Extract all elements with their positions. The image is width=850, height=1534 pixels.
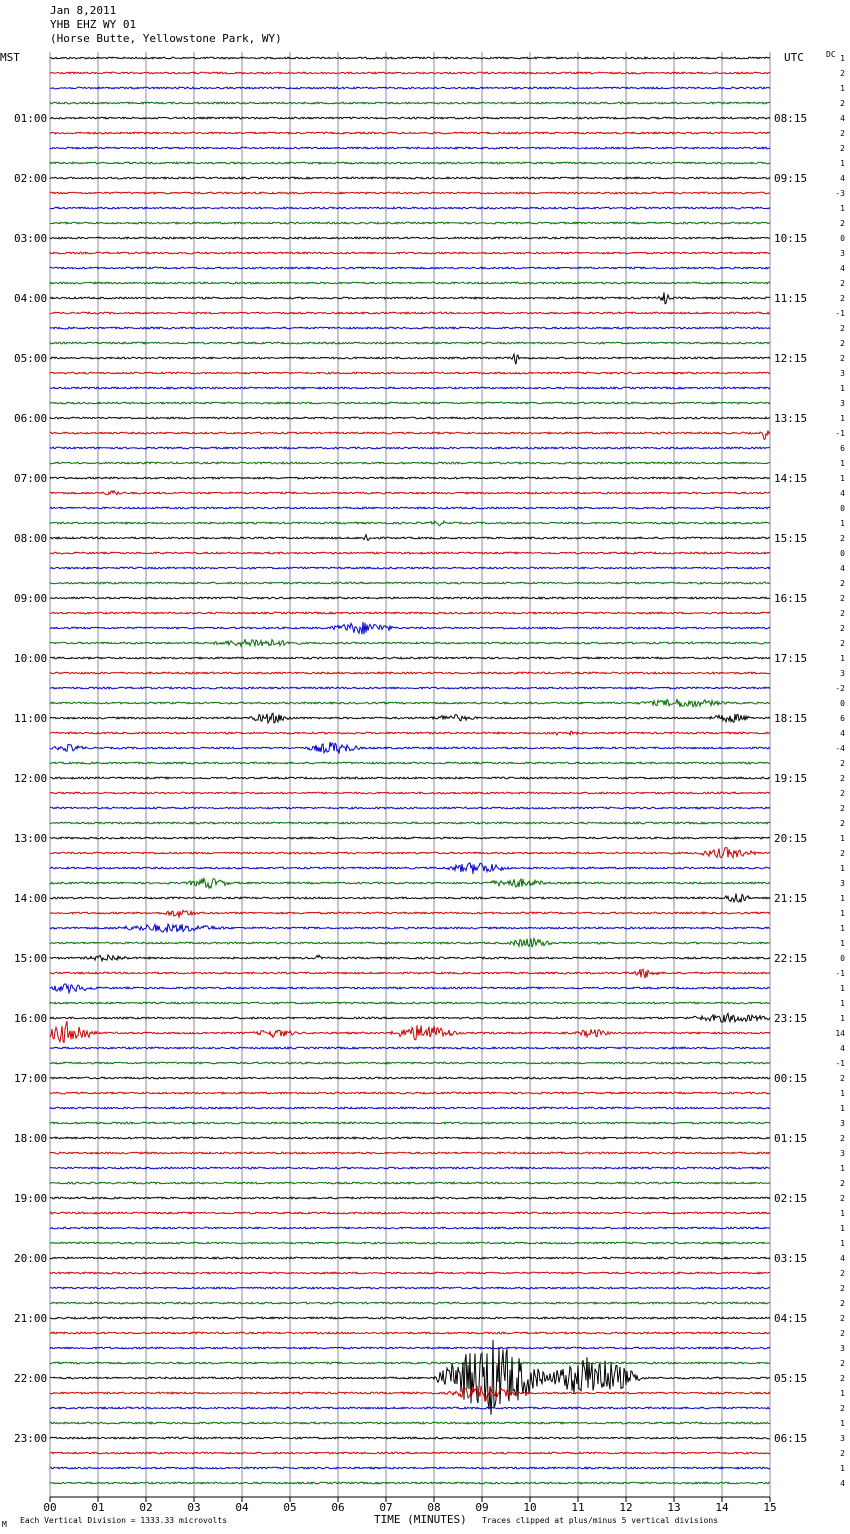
seismic-trace [50, 807, 770, 809]
right-hour-label: 06:15 [774, 1432, 808, 1445]
left-hour-label: 04:00 [14, 292, 48, 305]
seismic-trace [50, 731, 770, 735]
right-hour-label: 05:15 [774, 1372, 808, 1385]
seismic-trace [50, 327, 770, 329]
dc-offset-value: 1 [840, 1014, 845, 1023]
clip-note: Traces clipped at plus/minus 5 vertical divisions [482, 1516, 719, 1525]
dc-offset-value: -4 [835, 744, 845, 753]
dc-offset-value: 2 [840, 294, 845, 303]
x-tick-label: 06 [331, 1501, 345, 1514]
dc-offset-value: 2 [840, 1329, 845, 1338]
left-hour-label: 07:00 [14, 472, 48, 485]
seismic-trace [50, 1197, 770, 1199]
dc-offset-value: 6 [840, 444, 845, 453]
seismic-trace [50, 132, 770, 134]
seismic-trace [50, 822, 770, 824]
left-hour-label: 06:00 [14, 412, 48, 425]
x-tick-label: 04 [235, 1501, 249, 1514]
dc-offset-value: 2 [840, 324, 845, 333]
seismic-trace [50, 1272, 770, 1274]
seismic-trace [50, 1242, 770, 1244]
seismic-trace [50, 1257, 770, 1259]
x-tick-label: 15 [763, 1501, 777, 1514]
seismic-trace [50, 402, 770, 404]
dc-offset-value: 2 [840, 1374, 845, 1383]
dc-offset-value: 1 [840, 474, 845, 483]
dc-offset-value: 1 [840, 834, 845, 843]
dc-offset-value: 2 [840, 1194, 845, 1203]
dc-offset-value: 3 [840, 399, 845, 408]
right-axis-title: UTC [784, 51, 804, 64]
dc-offset-value: 1 [840, 459, 845, 468]
dc-offset-value: 2 [840, 279, 845, 288]
seismic-trace [50, 1482, 770, 1484]
dc-offset-value: 2 [840, 1404, 845, 1413]
seismic-trace [50, 192, 770, 194]
header-date: Jan 8,2011 [50, 4, 117, 17]
dc-offset-value: 1 [840, 1104, 845, 1113]
dc-offset-value: 2 [840, 99, 845, 108]
seismic-trace [50, 462, 770, 464]
dc-offset-value: 3 [840, 879, 845, 888]
dc-offset-value: 2 [840, 789, 845, 798]
left-hour-label: 12:00 [14, 772, 48, 785]
seismic-trace [50, 1467, 770, 1469]
dc-offset-value: 2 [840, 339, 845, 348]
dc-offset-value: 2 [840, 144, 845, 153]
seismic-trace [50, 387, 770, 389]
dc-offset-value: 2 [840, 609, 845, 618]
right-hour-label: 15:15 [774, 532, 808, 545]
left-hour-label: 13:00 [14, 832, 48, 845]
dc-offset-value: 3 [840, 669, 845, 678]
dc-offset-value: 2 [840, 534, 845, 543]
dc-offset-value: 1 [840, 1209, 845, 1218]
left-hour-label: 14:00 [14, 892, 48, 905]
seismic-trace [50, 924, 770, 932]
left-hour-label: 18:00 [14, 1132, 48, 1145]
seismic-trace [50, 477, 770, 479]
x-tick-label: 05 [283, 1501, 297, 1514]
dc-offset-value: 2 [840, 774, 845, 783]
right-hour-label: 12:15 [774, 352, 808, 365]
seismic-trace [50, 1452, 770, 1454]
seismic-trace [50, 102, 770, 104]
seismic-trace [50, 292, 770, 303]
dc-offset-value: 2 [840, 819, 845, 828]
dc-offset-value: -3 [835, 189, 845, 198]
seismic-trace [50, 507, 770, 509]
dc-offset-value: 4 [840, 564, 845, 573]
x-axis [43, 1497, 776, 1514]
seismic-trace [50, 955, 770, 961]
left-hour-label: 10:00 [14, 652, 48, 665]
dc-offset-value: 4 [840, 174, 845, 183]
dc-offset-value: 4 [840, 489, 845, 498]
dc-offset-value: 2 [840, 579, 845, 588]
dc-offset-value: 14 [835, 1029, 845, 1038]
seismic-trace [50, 1167, 770, 1169]
seismic-trace [50, 342, 770, 344]
right-hour-label: 09:15 [774, 172, 808, 185]
seismic-trace [50, 837, 770, 839]
seismic-trace [50, 848, 770, 858]
left-axis-title: MST [0, 51, 20, 64]
seismic-trace [50, 657, 770, 659]
scale-note: Each Vertical Division = 1333.33 microvolts [20, 1516, 228, 1525]
dc-offset-value: 1 [840, 519, 845, 528]
seismic-trace [50, 1014, 770, 1023]
left-hour-label: 20:00 [14, 1252, 48, 1265]
left-hour-label: 05:00 [14, 352, 48, 365]
dc-offset-value: 2 [840, 1359, 845, 1368]
seismic-trace [50, 354, 770, 364]
seismic-trace [50, 237, 770, 239]
dc-offset-value: -1 [835, 1059, 845, 1068]
seismic-trace [50, 117, 770, 119]
dc-offset-value: -2 [835, 684, 845, 693]
dc-offset-value: 2 [840, 1299, 845, 1308]
seismic-trace [50, 612, 770, 614]
left-hour-label: 16:00 [14, 1012, 48, 1025]
seismic-trace [50, 521, 770, 526]
left-hour-label: 09:00 [14, 592, 48, 605]
seismic-trace [50, 1362, 770, 1364]
dc-offset-value: 1 [840, 159, 845, 168]
seismic-trace [50, 1021, 770, 1043]
seismic-trace [50, 1002, 770, 1004]
left-hour-label: 11:00 [14, 712, 48, 725]
seismic-trace [50, 372, 770, 374]
seismic-trace [50, 984, 770, 993]
seismic-trace [50, 1386, 770, 1401]
seismic-trace [50, 792, 770, 794]
seismic-trace [50, 1407, 770, 1409]
x-tick-label: 01 [91, 1501, 105, 1514]
seismic-trace [50, 1077, 770, 1079]
x-tick-label: 00 [43, 1501, 57, 1514]
dc-offset-value: 0 [840, 234, 845, 243]
dc-offset-value: 1 [840, 654, 845, 663]
dc-offset-value: 1 [840, 1389, 845, 1398]
seismic-trace [50, 1302, 770, 1304]
seismic-trace [50, 1107, 770, 1109]
seismic-trace [50, 1287, 770, 1289]
seismic-trace [50, 687, 770, 689]
left-hour-label: 02:00 [14, 172, 48, 185]
seismic-trace [50, 597, 770, 599]
dc-offset-value: 3 [840, 1344, 845, 1353]
dc-offset-value: 1 [840, 939, 845, 948]
dc-offset-value: -1 [835, 429, 845, 438]
dc-offset-value: 3 [840, 369, 845, 378]
dc-offset-value: 3 [840, 1119, 845, 1128]
seismic-trace [50, 969, 770, 978]
right-hour-label: 03:15 [774, 1252, 808, 1265]
dc-offset-value: 2 [840, 759, 845, 768]
left-hour-label: 19:00 [14, 1192, 48, 1205]
dc-offset-value: 3 [840, 1149, 845, 1158]
right-hour-label: 23:15 [774, 1012, 808, 1025]
seismic-trace [50, 762, 770, 764]
dc-offset-value: 0 [840, 699, 845, 708]
dc-offset-value: 2 [840, 594, 845, 603]
seismic-trace [50, 1212, 770, 1214]
dc-offset-value: 1 [840, 984, 845, 993]
header-station: YHB EHZ WY 01 [50, 18, 137, 31]
dc-offset-value: 3 [840, 249, 845, 258]
dc-offset-value: 2 [840, 1284, 845, 1293]
dc-offset-value: 2 [840, 804, 845, 813]
right-hour-label: 21:15 [774, 892, 808, 905]
left-hour-label: 01:00 [14, 112, 48, 125]
x-tick-label: 08 [427, 1501, 441, 1514]
seismic-trace [50, 639, 770, 646]
seismic-trace [50, 699, 770, 707]
seismic-trace [50, 939, 770, 948]
dc-offset-value: 2 [840, 624, 845, 633]
right-hour-label: 01:15 [774, 1132, 808, 1145]
dc-offset-value: 1 [840, 1239, 845, 1248]
right-hour-label: 14:15 [774, 472, 808, 485]
dc-offset-value: 2 [840, 1179, 845, 1188]
seismic-trace [50, 312, 770, 314]
right-hour-label: 11:15 [774, 292, 808, 305]
dc-offset-value: 4 [840, 729, 845, 738]
x-tick-label: 02 [139, 1501, 153, 1514]
seismic-trace [50, 1122, 770, 1124]
x-tick-label: 10 [523, 1501, 537, 1514]
x-tick-label: 12 [619, 1501, 633, 1514]
seismic-trace [50, 1422, 770, 1424]
dc-offset-value: 2 [840, 354, 845, 363]
seismic-trace [50, 535, 770, 541]
seismic-trace [50, 252, 770, 254]
seismic-trace [50, 582, 770, 584]
dc-offset-value: 0 [840, 549, 845, 558]
right-hour-label: 17:15 [774, 652, 808, 665]
right-hour-label: 22:15 [774, 952, 808, 965]
dc-offset-value: 4 [840, 114, 845, 123]
dc-offset-value: 4 [840, 1254, 845, 1263]
seismic-trace [50, 1317, 770, 1319]
seismic-trace [50, 162, 770, 164]
seismic-trace [50, 1062, 770, 1064]
dc-offset-value: 1 [840, 54, 845, 63]
x-tick-label: 14 [715, 1501, 729, 1514]
seismic-trace [50, 447, 770, 449]
seismic-trace [50, 87, 770, 89]
footer-mark: M [2, 1520, 7, 1529]
dc-offset-value: 2 [840, 1314, 845, 1323]
right-hour-label: 08:15 [774, 112, 808, 125]
dc-offset-value: 2 [840, 849, 845, 858]
dc-offset-value: 1 [840, 1089, 845, 1098]
dc-offset-value: 1 [840, 84, 845, 93]
dc-offset-value: 1 [840, 924, 845, 933]
x-tick-label: 07 [379, 1501, 393, 1514]
dc-offset-value: 2 [840, 1074, 845, 1083]
dc-offset-value: 1 [840, 1164, 845, 1173]
right-hour-label: 04:15 [774, 1312, 808, 1325]
left-hour-label: 23:00 [14, 1432, 48, 1445]
dc-offset-value: 1 [840, 1419, 845, 1428]
left-hour-label: 17:00 [14, 1072, 48, 1085]
dc-offset-value: 1 [840, 999, 845, 1008]
dc-offset-value: 0 [840, 954, 845, 963]
seismic-trace [50, 267, 770, 269]
left-hour-label: 03:00 [14, 232, 48, 245]
dc-offset-value: -1 [835, 969, 845, 978]
dc-offset-value: 1 [840, 204, 845, 213]
seismic-trace [50, 72, 770, 74]
seismic-trace [50, 147, 770, 149]
right-hour-label: 00:15 [774, 1072, 808, 1085]
seismic-trace [50, 491, 770, 495]
dc-offset-value: 3 [840, 1434, 845, 1443]
dc-offset-value: 2 [840, 1449, 845, 1458]
x-tick-label: 13 [667, 1501, 681, 1514]
seismic-trace [50, 1152, 770, 1154]
dc-offset-value: 2 [840, 219, 845, 228]
x-tick-label: 09 [475, 1501, 489, 1514]
dc-offset-value: 2 [840, 639, 845, 648]
x-axis-title: TIME (MINUTES) [374, 1513, 467, 1526]
seismic-trace [50, 1092, 770, 1094]
right-hour-label: 02:15 [774, 1192, 808, 1205]
seismic-trace [50, 1332, 770, 1334]
right-hour-label: 16:15 [774, 592, 808, 605]
header-location: (Horse Butte, Yellowstone Park, WY) [50, 32, 282, 45]
left-hour-label: 15:00 [14, 952, 48, 965]
seismic-trace [50, 567, 770, 569]
seismic-trace [50, 1340, 770, 1415]
seismic-trace [50, 1227, 770, 1229]
seismic-trace [50, 879, 770, 889]
seismic-trace [50, 742, 770, 754]
right-hour-label: 20:15 [774, 832, 808, 845]
seismic-trace [50, 1137, 770, 1139]
dc-offset-value: 1 [840, 864, 845, 873]
left-hour-label: 21:00 [14, 1312, 48, 1325]
dc-offset-value: 1 [840, 894, 845, 903]
dc-offset-value: -1 [835, 309, 845, 318]
seismic-trace [50, 222, 770, 224]
trace-group [50, 57, 770, 1484]
left-hour-label: 08:00 [14, 532, 48, 545]
right-hour-label: 18:15 [774, 712, 808, 725]
dc-offset-value: 1 [840, 1224, 845, 1233]
dc-offset-value: 4 [840, 264, 845, 273]
right-hour-label: 13:15 [774, 412, 808, 425]
seismic-trace [50, 1047, 770, 1049]
seismic-trace [50, 713, 770, 723]
seismic-trace [50, 430, 770, 439]
x-tick-label: 11 [571, 1501, 585, 1514]
seismic-trace [50, 1347, 770, 1349]
seismic-trace [50, 57, 770, 59]
seismic-trace [50, 1437, 770, 1439]
seismic-trace [50, 282, 770, 284]
dc-offset-value: 1 [840, 384, 845, 393]
seismic-trace [50, 1182, 770, 1184]
seismic-trace [50, 894, 770, 903]
minute-grid [50, 52, 770, 1497]
x-tick-label: 03 [187, 1501, 201, 1514]
right-hour-label: 10:15 [774, 232, 808, 245]
seismic-trace [50, 910, 770, 917]
dc-offset-value: 1 [840, 1464, 845, 1473]
dc-offset-value: 4 [840, 1479, 845, 1488]
seismic-trace [50, 552, 770, 554]
seismic-trace [50, 417, 770, 419]
dc-offset-value: 4 [840, 1044, 845, 1053]
seismic-trace [50, 863, 770, 874]
dc-offset-value: 2 [840, 1269, 845, 1278]
dc-label: DC [826, 50, 836, 59]
seismic-trace [50, 777, 770, 779]
dc-offset-value: 1 [840, 414, 845, 423]
dc-offset-value: 6 [840, 714, 845, 723]
seismic-trace [50, 207, 770, 209]
dc-offset-value: 1 [840, 909, 845, 918]
seismic-trace [50, 672, 770, 674]
dc-offset-labels [835, 54, 845, 1488]
dc-offset-value: 2 [840, 1134, 845, 1143]
seismic-trace [50, 622, 770, 634]
right-hour-label: 19:15 [774, 772, 808, 785]
dc-offset-value: 0 [840, 504, 845, 513]
left-hour-label: 22:00 [14, 1372, 48, 1385]
dc-offset-value: 2 [840, 69, 845, 78]
dc-offset-value: 2 [840, 129, 845, 138]
seismic-trace [50, 177, 770, 179]
